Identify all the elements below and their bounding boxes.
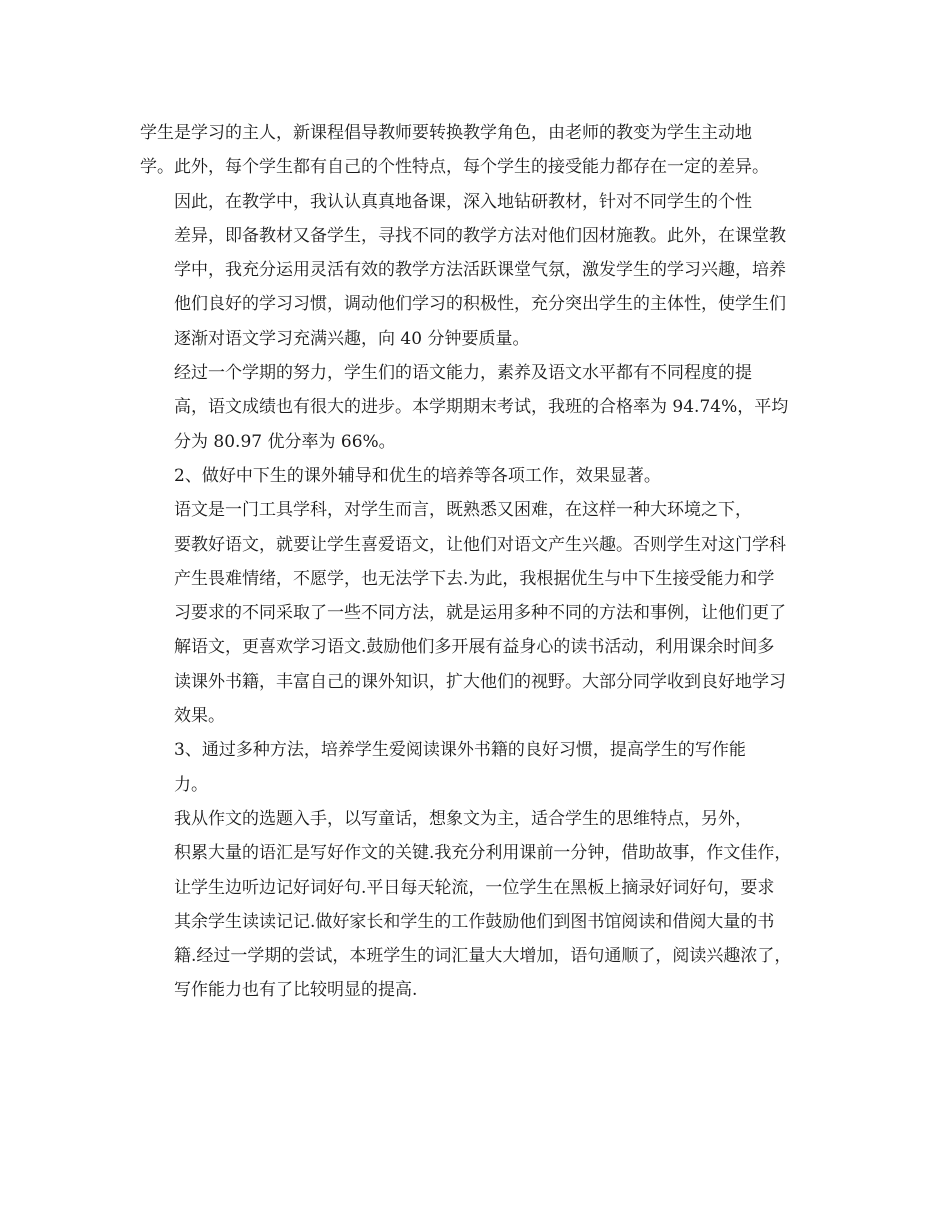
paragraph-7 xyxy=(140,802,812,1008)
text-line: 学生是学习的主人，新课程倡导教师要转换教学角色，由老师的教变为学生主动地 xyxy=(140,123,752,143)
text-line: 产生畏难情绪，不愿学，也无法学下去.为此，我根据优生与中下生接受能力和学 xyxy=(174,568,775,589)
text-line: 经过一个学期的努力，学生们的语文能力，素养及语文水平都有不同程度的提 xyxy=(174,363,752,384)
text-line: 力。 xyxy=(174,774,208,795)
text-line: 让学生边听边记好词好句.平日每天轮流，一位学生在黑板上摘录好词好句，要求 xyxy=(174,877,775,898)
text-line: 因此，在教学中，我认认真真地备课，深入地钻研教材，针对不同学生的个性 xyxy=(174,191,752,212)
paragraph-3 xyxy=(140,356,812,459)
text-line: 高，语文成绩也有很大的进步。本学期期末考试，我班的合格率为 94.74%，平均 xyxy=(174,397,789,418)
text-line: 其余学生读读记记.做好家长和学生的工作鼓励他们到图书馆阅读和借阅大量的书 xyxy=(174,911,775,932)
text-line: 他们良好的学习习惯，调动他们学习的积极性，充分突出学生的主体性，使学生们 xyxy=(174,294,786,315)
text-line: 逐渐对语文学习充满兴趣，向 40 分钟要质量。 xyxy=(174,328,530,349)
text-line: 解语文，更喜欢学习语文.鼓励他们多开展有益身心的读书活动，利用课余时间多 xyxy=(174,637,775,658)
text-line: 习要求的不同采取了一些不同方法，就是运用多种不同的方法和事例，让他们更了 xyxy=(174,603,786,624)
text-line: 积累大量的语汇是写好作文的关键.我充分利用课前一分钟，借助故事，作文佳作， xyxy=(174,843,792,864)
text-line: 学中，我充分运用灵活有效的教学方法活跃课堂气氛，激发学生的学习兴趣，培养 xyxy=(174,260,786,281)
paragraph-1 xyxy=(140,116,812,185)
paragraph-5 xyxy=(140,493,812,733)
text-line: 语文是一门工具学科，对学生而言，既熟悉又困难，在这样一种大环境之下， xyxy=(174,500,752,521)
text-line: 差异，即备教材又备学生，寻找不同的教学方法对他们因材施教。此外，在课堂教 xyxy=(174,225,786,246)
paragraph-6-heading xyxy=(140,733,812,802)
text-line: 效果。 xyxy=(174,706,225,727)
text-line: 3、通过多种方法，培养学生爱阅读课外书籍的良好习惯，提高学生的写作能 xyxy=(174,740,746,761)
text-line: 读课外书籍，丰富自己的课外知识，扩大他们的视野。大部分同学收到良好地学习 xyxy=(174,671,786,692)
text-line: 籍.经过一学期的尝试，本班学生的词汇量大大增加，语句通顺了，阅读兴趣浓了， xyxy=(174,946,792,967)
text-line: 我从作文的选题入手，以写童话，想象文为主，适合学生的思维特点，另外， xyxy=(174,808,752,829)
document-page xyxy=(140,116,812,1008)
text-line: 2、做好中下生的课外辅导和优生的培养等各项工作，效果显著。 xyxy=(174,465,661,486)
paragraph-2 xyxy=(140,185,812,356)
text-line: 写作能力也有了比较明显的提高. xyxy=(174,980,418,1001)
paragraph-4-heading xyxy=(140,459,812,493)
text-line: 学。此外，每个学生都有自己的个性特点，每个学生的接受能力都存在一定的差异。 xyxy=(140,157,769,178)
text-line: 要教好语文，就要让学生喜爱语文，让他们对语文产生兴趣。否则学生对这门学科 xyxy=(174,534,786,555)
text-line: 分为 80.97 优分率为 66%。 xyxy=(174,431,396,452)
